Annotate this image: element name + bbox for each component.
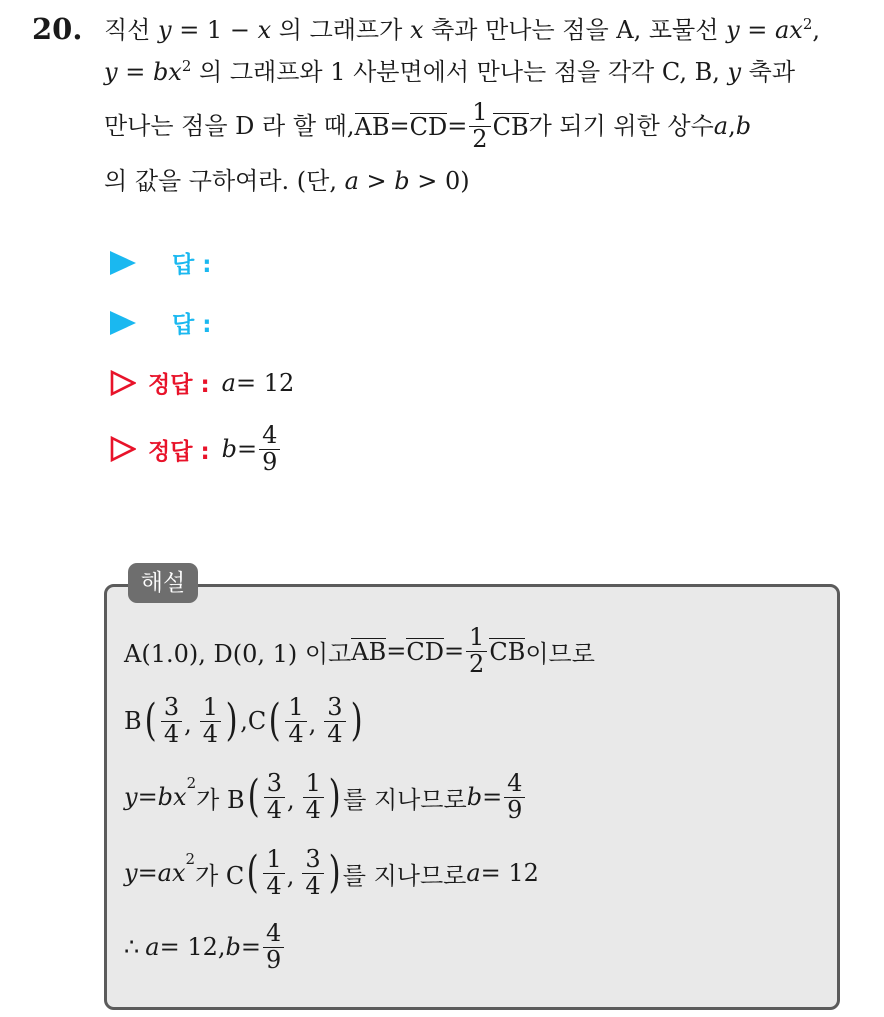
answer-blank-2[interactable] [110, 306, 211, 339]
fraction-answer-b: $\frac{4}{9}$ [259, 423, 280, 474]
segment-cd: CD [409, 113, 448, 141]
correct-answer-2: 정답 : b = $\frac{4}{9}$ [110, 420, 282, 478]
question-line-1: 직선 y = 1 − x 의 그래프가 x 축과 만나는 점을 A, 포물선 $y = ax^2$, [104, 15, 821, 44]
question-line-3: 만나는 점을 D 라 할 때, AB = CD = $\frac{1}{2}$ CB 가 되기 위한 상수 a , b [104, 98, 752, 153]
question-line-4: 의 값을 구하여라. (단, a > b > 0) [104, 167, 470, 195]
play-triangle-icon [110, 251, 136, 275]
solution-line-3: y = bx $^2$ 가 B ( $\frac{3}{4}$ , $\frac{1}{4}$ ) 를 지나므로 b = $\frac{4}{9}$ [124, 766, 527, 828]
segment-cb: CB [492, 113, 529, 141]
segment-ab: AB [354, 113, 390, 141]
question-line-2: $y = bx^2$ 의 그래프와 1 사분면에서 만나는 점을 각각 C, B, y 축과 [104, 57, 796, 86]
solution-line-1: A(1.0), D(0, 1) 이고 AB = CD = $\frac{1}{2}$ CB 이므로 [124, 623, 595, 678]
fraction-half: $\frac{1}{2}$ [469, 100, 490, 151]
question-number: 20. [32, 12, 83, 46]
play-triangle-icon [110, 311, 136, 335]
solution-line-5: ∴ a = 12, b = $\frac{4}{9}$ [124, 916, 286, 978]
solution-line-2: B ( $\frac{3}{4}$ , $\frac{1}{4}$ ) , C ( $\frac{1}{4}$ , $\frac{3}{4}$ ) [124, 693, 363, 748]
answer-label: 답 : [172, 252, 212, 278]
correct-label: 정답 : [148, 438, 210, 465]
answer-blank-1[interactable] [110, 246, 211, 279]
correct-label: 정답 : [148, 372, 210, 398]
correct-answer-1: 정답 : a = 12 [110, 366, 294, 399]
outline-triangle-icon [110, 436, 136, 462]
solution-line-4: y = ax $^2$ 가 C ( $\frac{1}{4}$ , $\frac{3}{4}$ ) 를 지나므로 a = 12 [124, 845, 539, 900]
outline-triangle-icon [110, 370, 136, 396]
solution-tab: 해설 [128, 563, 198, 603]
answer-label: 답 : [172, 312, 212, 338]
